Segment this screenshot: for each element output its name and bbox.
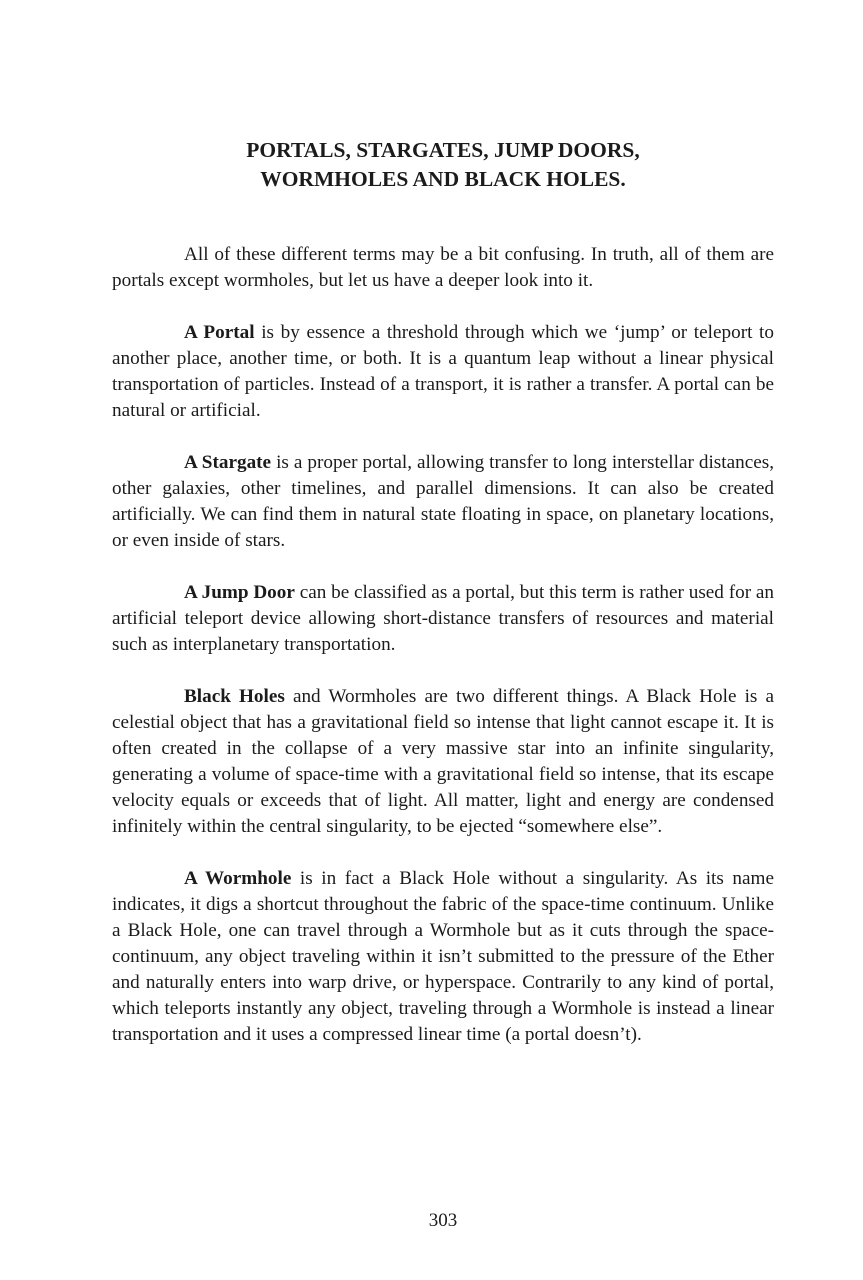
body-text	[112, 242, 774, 1074]
paragraph-text: is in fact a Black Hole without a singularity. As its name indicates, it digs a shortcut throughout the fabric of the space-time continuum. Unlike a Black Hole, one can travel through a Wormhole but as it cuts through the space-continuum, any object traveling within it isn’t submitted to the pressure of the Ether and naturally enters into warp drive, or hyperspace. Contrarily to any kind of portal, which teleports instantly any object, traveling through a Wormhole is instead a linear transportation and it uses a compressed linear time (a portal doesn’t).	[112, 868, 774, 1045]
paragraph-text: can be classified as a portal, but this term is rather used for an artificial teleport device allowing short-distance transfers of resources and material such as interplanetary transportation.	[112, 582, 774, 655]
paragraph-text: All of these different terms may be a bit confusing. In truth, all of them are portals except wormholes, but let us have a deeper look into it.	[112, 244, 774, 291]
book-page	[112, 0, 774, 1280]
paragraph-wormhole	[112, 866, 774, 1048]
term-black-holes: Black Holes	[184, 686, 285, 707]
paragraph-portal	[112, 320, 774, 424]
term-portal: A Portal	[184, 322, 255, 343]
chapter-title-line-2: WORMHOLES AND BLACK HOLES.	[260, 167, 626, 191]
paragraph-text: is a proper portal, allowing transfer to long interstellar distances, other galaxies, other timelines, and parallel dimensions. It can also be created artificially. We can find them in natural state floating in space, on planetary locations, or even inside of stars.	[112, 452, 774, 551]
paragraph-jump-door	[112, 580, 774, 658]
page-number: 303	[428, 1210, 458, 1231]
chapter-title	[112, 136, 774, 194]
term-stargate: A Stargate	[184, 452, 272, 473]
term-wormhole: A Wormhole	[184, 868, 292, 889]
term-jump-door: A Jump Door	[184, 582, 295, 603]
chapter-title-line-1: PORTALS, STARGATES, JUMP DOORS,	[246, 138, 640, 162]
paragraph-black-holes	[112, 684, 774, 840]
paragraph-text: and Wormholes are two different things. A Black Hole is a celestial object that has a gravitational field so intense that light cannot escape it. It is often created in the collapse of a very massive star into an infinite singularity, generating a volume of space-time with a gravitational field so intense, that its escape velocity equals or exceeds that of light. All matter, light and energy are condensed infinitely within the central singularity, to be ejected “somewhere else”.	[112, 686, 774, 837]
paragraph-stargate	[112, 450, 774, 554]
paragraph-intro	[112, 242, 774, 294]
paragraph-text: is by essence a threshold through which we ‘jump’ or teleport to another place, another time, or both. It is a quantum leap without a linear physical transportation of particles. Instead of a transport, it is rather a transfer. A portal can be natural or artificial.	[112, 322, 774, 421]
